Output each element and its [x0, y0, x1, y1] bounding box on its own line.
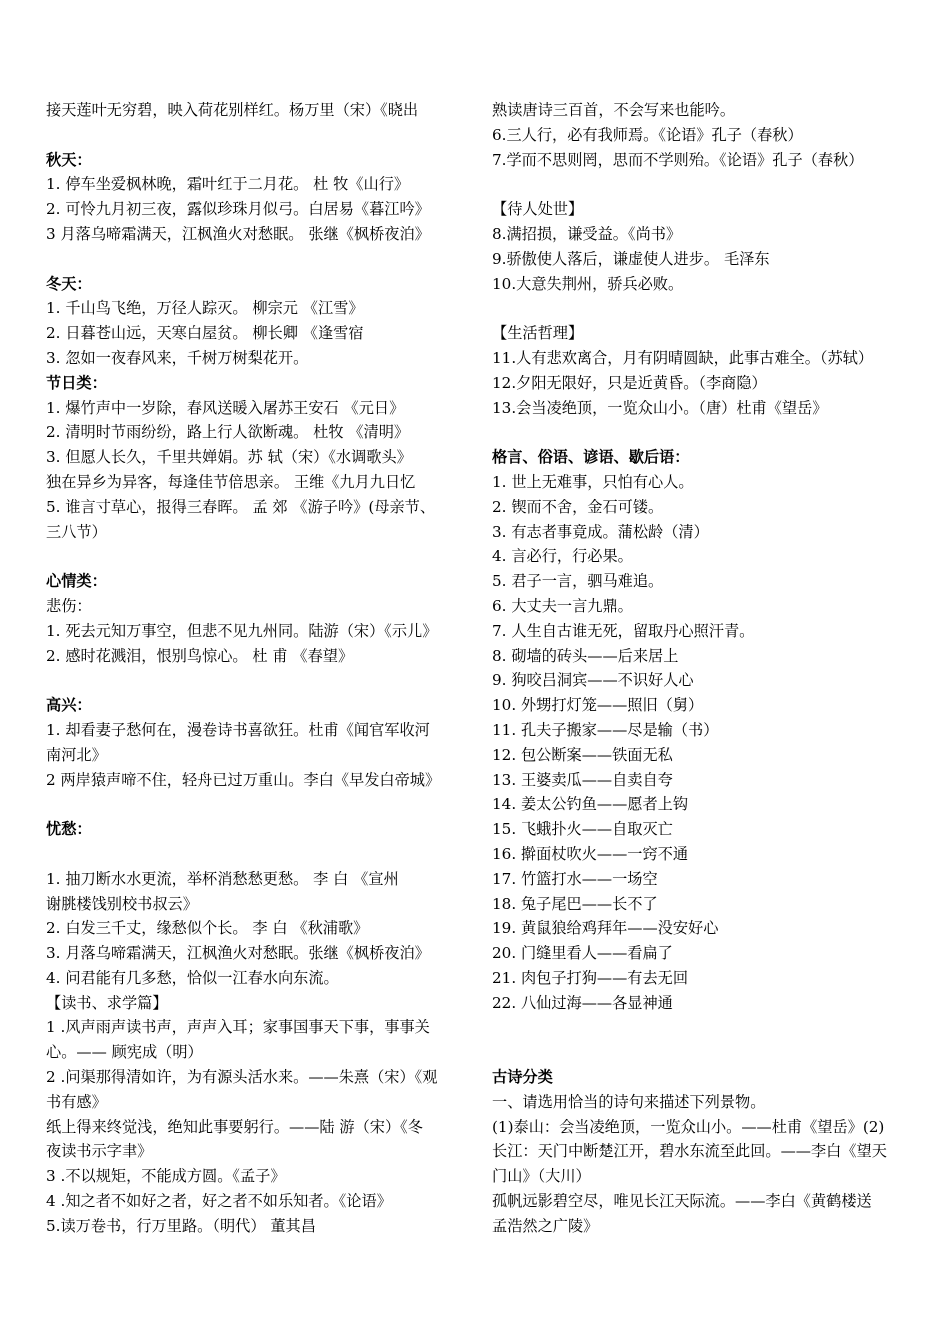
- right-text-line: 14. 姜太公钓鱼——愿者上钩: [492, 795, 689, 814]
- right-text-line: 22. 八仙过海——各显神通: [492, 993, 673, 1012]
- left-text-line: [46, 247, 464, 272]
- right-text-line: 2. 锲而不舍，金石可镂。: [492, 497, 664, 516]
- right-text-line: 8. 砌墙的砖头——后来居上: [492, 646, 679, 665]
- right-column: [492, 98, 912, 1239]
- right-text-line: 熟读唐诗三百首，不会写来也能吟。: [492, 101, 735, 119]
- left-text-line: 3. 但愿人长久，千里共婵娟。苏 轼（宋）《水调歌头》: [46, 448, 412, 467]
- right-text-line: 4. 言必行，行必果。: [492, 547, 633, 566]
- right-text-line: 13.会当凌绝顶，一览众山小。（唐）杜甫《望岳》: [492, 398, 828, 417]
- right-text-line: 【待人处世】: [492, 200, 584, 219]
- right-text-line: 18. 兔子尾巴——长不了: [492, 894, 658, 913]
- left-text-line: 4. 问君能有几多愁，恰似一江春水向东流。: [46, 968, 339, 987]
- left-text-line: 5. 谁言寸草心，报得三春晖。 孟 郊 《游子吟》(母亲节、: [46, 497, 436, 516]
- right-text-line: 16. 擀面杖吹火——一窍不通: [492, 844, 689, 863]
- left-text-line: 纸上得来终觉浅，绝知此事要躬行。——陆 游（宋）《冬: [46, 1117, 423, 1136]
- right-text-line: 一、请选用恰当的诗句来描述下列景物。: [492, 1092, 766, 1111]
- right-text-line: 20. 门缝里看人——看扁了: [492, 944, 673, 963]
- left-text-line: 谢朓楼饯别校书叔云》: [46, 894, 198, 913]
- left-column: [46, 98, 464, 1239]
- right-text-line: 19. 黄鼠狼给鸡拜年——没安好心: [492, 919, 719, 938]
- left-text-line: 3. 月落乌啼霜满天，江枫渔火对愁眠。张继《枫桥夜泊》: [46, 944, 430, 963]
- left-text-line: 【读书、求学篇】: [46, 993, 168, 1012]
- left-text-line: [46, 842, 464, 867]
- right-text-line: 12.夕阳无限好，只是近黄昏。（李商隐）: [492, 373, 767, 392]
- left-text-line: 悲伤：: [46, 596, 92, 615]
- left-text-line: 1 .风声雨声读书声，声声入耳；家事国事天下事，事事关: [46, 1018, 430, 1037]
- right-text-line: 6. 大丈夫一言九鼎。: [492, 596, 633, 615]
- left-heading: 节日类：: [46, 373, 107, 392]
- right-text-line: 6.三人行，必有我师焉。《论语》孔子（春秋）: [492, 125, 803, 144]
- right-text-line: [492, 1015, 912, 1040]
- left-text-line: [46, 544, 464, 569]
- left-text-line: 心。—— 顾宪成（明）: [46, 1043, 203, 1062]
- left-text-line: 1. 爆竹声中一岁除，春风送暖入屠苏王安石 《元日》: [46, 398, 405, 417]
- left-text-line: 2. 日暮苍山远，天寒白屋贫。 柳长卿 《逢雪宿: [46, 324, 364, 343]
- left-text-line: 2 .问渠那得清如许，为有源头活水来。——朱熹（宋）《观: [46, 1068, 438, 1087]
- right-text-line: 10. 外甥打灯笼——照旧（舅）: [492, 696, 704, 715]
- left-text-line: 2. 感时花溅泪，恨别鸟惊心。 杜 甫 《春望》: [46, 646, 354, 665]
- left-text-line: 2. 可怜九月初三夜，露似珍珠月似弓。白居易《暮江吟》: [46, 200, 430, 219]
- left-text-line: 南河北》: [46, 745, 107, 764]
- left-text-line: 2. 清明时节雨纷纷，路上行人欲断魂。 杜牧 《清明》: [46, 423, 410, 442]
- right-text-line: 3. 有志者事竟成。蒲松龄（清）: [492, 522, 709, 541]
- right-text-line: [492, 172, 912, 197]
- left-text-line: 3. 忽如一夜春风来，千树万树梨花开。: [46, 348, 309, 367]
- right-text-line: 21. 肉包子打狗——有去无回: [492, 968, 689, 987]
- left-text-line: 1. 抽刀断水水更流，举杯消愁愁更愁。 李 白 《宣州: [46, 869, 399, 888]
- left-text-line: 1. 千山鸟飞绝，万径人踪灭。 柳宗元 《江雪》: [46, 299, 364, 318]
- left-text-line: 4 .知之者不如好之者，好之者不如乐知者。《论语》: [46, 1192, 392, 1211]
- right-text-line: (1)泰山：会当凌绝顶，一览众山小。——杜甫《望岳》(2): [492, 1117, 885, 1136]
- right-text-line: 17. 竹篮打水——一场空: [492, 869, 658, 888]
- left-text-line: 接天莲叶无穷碧，映入荷花别样红。杨万里（宋）《晓出: [46, 101, 419, 119]
- right-text-line: 11. 孔夫子搬家——尽是输（书）: [492, 720, 719, 739]
- left-text-line: 5.读万卷书，行万里路。（明代） 董其昌: [46, 1216, 316, 1235]
- right-text-line: 12. 包公断案——铁面无私: [492, 745, 673, 764]
- right-text-line: [492, 296, 912, 321]
- left-text-line: [46, 792, 464, 817]
- right-text-line: 7. 人生自古谁无死，留取丹心照汗青。: [492, 621, 755, 640]
- right-text-line: 【生活哲理】: [492, 324, 584, 343]
- left-heading: 冬天：: [46, 274, 92, 293]
- left-text-line: 2 两岸猿声啼不住，轻舟已过万重山。李白《早发白帝城》: [46, 770, 441, 789]
- left-text-line: 1. 停车坐爱枫林晚，霜叶红于二月花。 杜 牧《山行》: [46, 175, 410, 194]
- left-text-line: 独在异乡为异客，每逢佳节倍思亲。 王维《九月九日忆: [46, 472, 416, 491]
- right-text-line: 孤帆远影碧空尽，唯见长江天际流。——李白《黄鹤楼送: [492, 1192, 872, 1211]
- right-text-line: 10.大意失荆州，骄兵必败。: [492, 274, 684, 293]
- right-heading: 古诗分类: [492, 1068, 553, 1087]
- right-text-line: 9.骄傲使人落后，谦虚使人进步。 毛泽东: [492, 249, 770, 268]
- left-text-line: 1. 却看妻子愁何在，漫卷诗书喜欲狂。杜甫《闻官军收河: [46, 720, 430, 739]
- left-heading: 心情类：: [46, 572, 107, 591]
- right-text-line: 11.人有悲欢离合，月有阴晴圆缺，此事古难全。（苏轼）: [492, 348, 874, 367]
- right-text-line: 孟浩然之广陵》: [492, 1216, 599, 1235]
- left-text-line: 夜读书示字聿》: [46, 1142, 153, 1161]
- right-text-line: 13. 王婆卖瓜——自卖自夸: [492, 770, 673, 789]
- left-text-line: 3 月落乌啼霜满天，江枫渔火对愁眠。 张继《枫桥夜泊》: [46, 224, 430, 243]
- left-text-line: 书有感》: [46, 1092, 107, 1111]
- right-text-line: 5. 君子一言，驷马难追。: [492, 572, 664, 591]
- right-text-line: 长江：天门中断楚江开，碧水东流至此回。——李白《望天: [492, 1142, 887, 1161]
- right-heading: 格言、俗语、谚语、歇后语：: [492, 448, 690, 467]
- right-text-line: [492, 420, 912, 445]
- right-text-line: 15. 飞蛾扑火——自取灭亡: [492, 820, 673, 839]
- left-text-line: 三八节）: [46, 522, 107, 541]
- left-text-line: [46, 123, 464, 148]
- left-text-line: 2. 白发三千丈，缘愁似个长。 李 白 《秋浦歌》: [46, 919, 369, 938]
- left-text-line: 3 .不以规矩，不能成方圆。《孟子》: [46, 1167, 286, 1186]
- left-text-line: [46, 668, 464, 693]
- left-heading: 忧愁：: [46, 820, 92, 839]
- right-text-line: 1. 世上无难事，只怕有心人。: [492, 472, 694, 491]
- left-heading: 高兴：: [46, 696, 92, 715]
- right-text-line: 8.满招损，谦受益。《尚书》: [492, 224, 682, 243]
- right-text-line: 9. 狗咬吕洞宾——不识好人心: [492, 671, 694, 690]
- right-text-line: [492, 1040, 912, 1065]
- left-heading: 秋天：: [46, 150, 92, 169]
- right-text-line: 7.学而不思则罔，思而不学则殆。《论语》孔子（春秋）: [492, 150, 864, 169]
- right-text-line: 门山》（大川）: [492, 1167, 591, 1186]
- left-text-line: 1. 死去元知万事空，但悲不见九州同。陆游（宋）《示儿》: [46, 621, 438, 640]
